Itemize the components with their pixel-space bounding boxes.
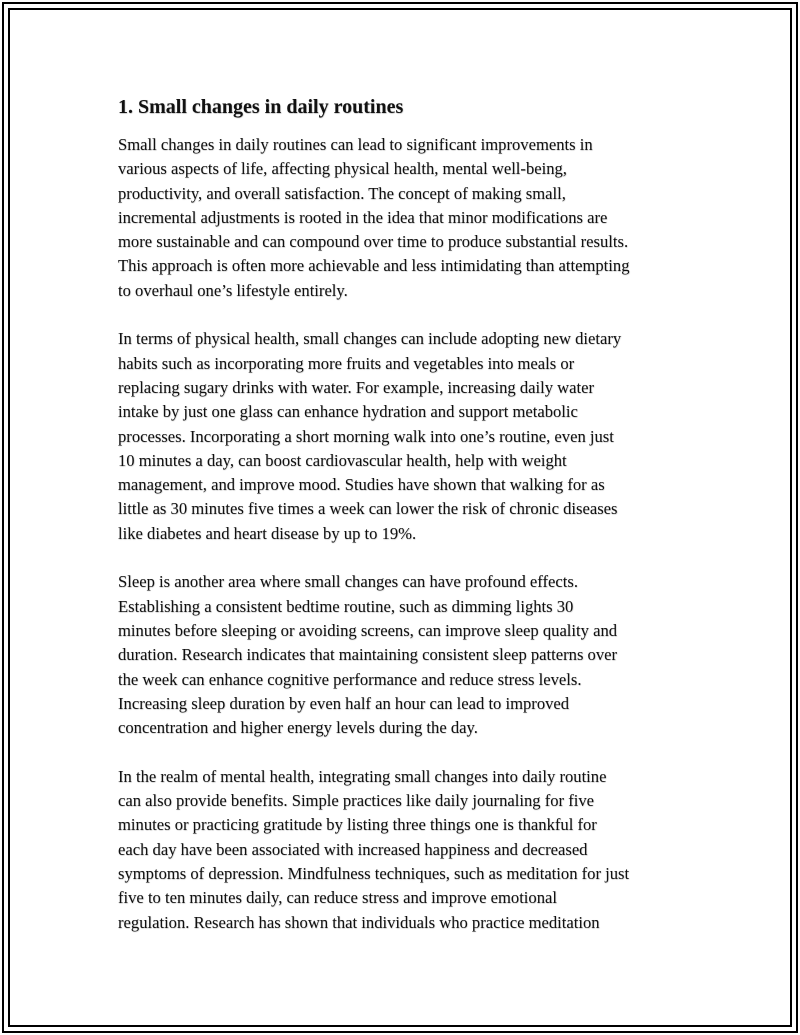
paragraph-intro [118, 133, 690, 303]
text-line: to overhaul one’s lifestyle entirely. [118, 280, 348, 300]
text-line: minutes before sleeping or avoiding screens, can improve sleep quality and [118, 620, 618, 640]
text-line: In terms of physical health, small changes can include adopting new dietary [118, 329, 622, 349]
text-line: processes. Incorporating a short morning walk into one’s routine, even just [118, 426, 614, 446]
text-line: Increasing sleep duration by even half an hour can lead to improved [118, 693, 570, 713]
text-line: the week can enhance cognitive performance and reduce stress levels. [118, 669, 582, 689]
text-line: Establishing a consistent bedtime routine, such as dimming lights 30 [118, 596, 574, 616]
text-line: management, and improve mood. Studies have shown that walking for as [118, 475, 605, 495]
paragraph-sleep [118, 570, 690, 740]
text-line: can also provide benefits. Simple practices like daily journaling for five [118, 791, 595, 811]
text-line: productivity, and overall satisfaction. The concept of making small, [118, 183, 566, 203]
text-line: This approach is often more achievable and less intimidating than attempting [118, 256, 630, 276]
text-line: In the realm of mental health, integrating small changes into daily routine [118, 766, 607, 786]
text-line: habits such as incorporating more fruits and vegetables into meals or [118, 353, 575, 373]
text-line: Sleep is another area where small changes can have profound effects. [118, 572, 578, 592]
text-line: incremental adjustments is rooted in the idea that minor modifications are [118, 207, 608, 227]
text-line: replacing sugary drinks with water. For example, increasing daily water [118, 377, 595, 397]
text-line: each day have been associated with increased happiness and decreased [118, 839, 588, 859]
text-line: more sustainable and can compound over time to produce substantial results. [118, 232, 629, 252]
paragraph-physical-health [118, 327, 690, 546]
text-line: various aspects of life, affecting physical health, mental well-being, [118, 159, 567, 179]
text-line: little as 30 minutes five times a week can lower the risk of chronic diseases [118, 499, 618, 519]
document-body [118, 95, 690, 959]
text-line: like diabetes and heart disease by up to 19%. [118, 523, 417, 543]
text-line: regulation. Research has shown that individuals who practice meditation [118, 912, 600, 932]
text-line: duration. Research indicates that maintaining consistent sleep patterns over [118, 645, 618, 665]
text-line: symptoms of depression. Mindfulness techniques, such as meditation for just [118, 863, 630, 883]
text-line: 10 minutes a day, can boost cardiovascular health, help with weight [118, 450, 567, 470]
text-line: concentration and higher energy levels during the day. [118, 718, 478, 738]
text-line: five to ten minutes daily, can reduce stress and improve emotional [118, 888, 557, 908]
paragraph-mental-health [118, 765, 690, 935]
text-line: Small changes in daily routines can lead to significant improvements in [118, 135, 593, 154]
text-line: minutes or practicing gratitude by listing three things one is thankful for [118, 815, 597, 835]
text-line: intake by just one glass can enhance hydration and support metabolic [118, 402, 578, 422]
section-heading: 1. Small changes in daily routines [118, 96, 404, 118]
